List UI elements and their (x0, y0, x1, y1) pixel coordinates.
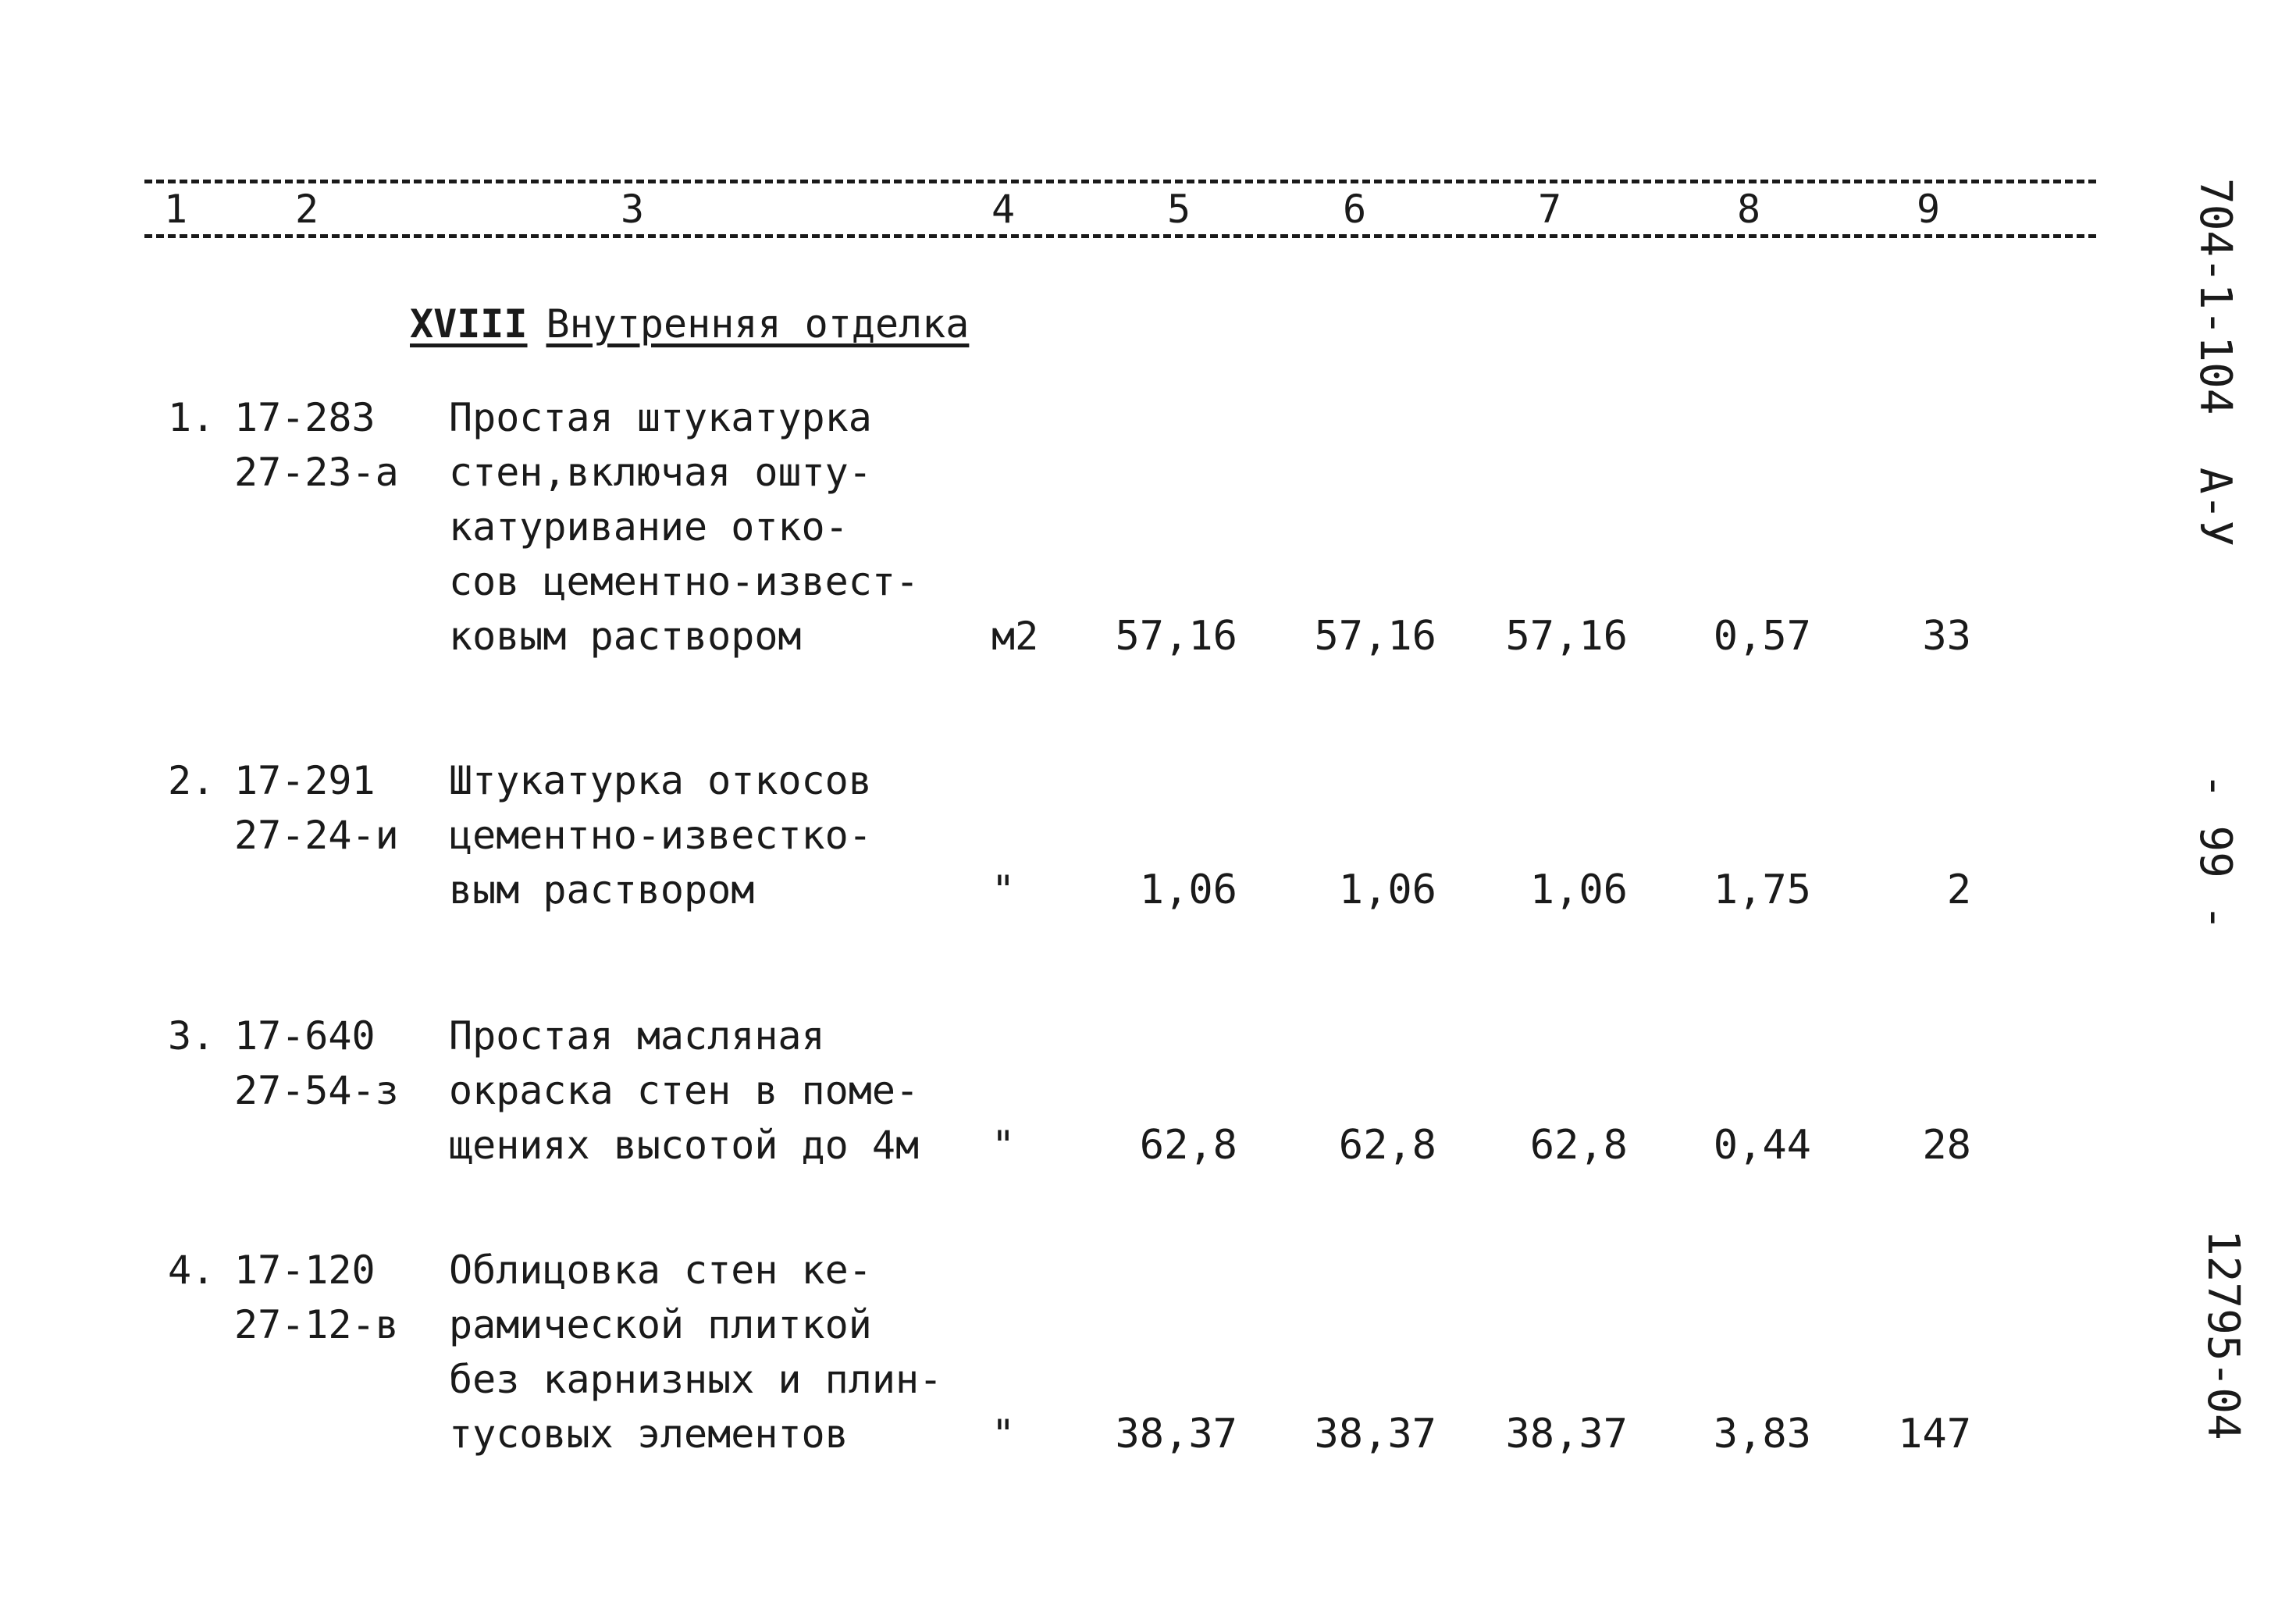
row-number: 2. (168, 758, 215, 803)
header-rule-bottom (144, 234, 2096, 238)
row-number: 3. (168, 1013, 215, 1059)
norm-codes (234, 1243, 399, 1352)
norm-code: 27-24-и (234, 813, 399, 858)
norm-code: 27-54-з (234, 1068, 399, 1113)
value-col7: 38,37 (1505, 1411, 1628, 1457)
description-line: щениях высотой до 4м (449, 1123, 920, 1168)
description-line: без карнизных и плин- (449, 1357, 943, 1402)
description-line: катуривание отко- (449, 504, 849, 550)
section-number: XVIII (410, 301, 528, 347)
margin-doc-code (2190, 178, 2241, 546)
value-col5: 38,37 (1115, 1411, 1237, 1457)
description-line: окраска стен в поме- (449, 1068, 920, 1113)
norm-code: 17-640 (234, 1013, 376, 1059)
column-number: 8 (1737, 187, 1761, 232)
description-line: рамической плиткой (449, 1302, 872, 1347)
description-line: Простая масляная (449, 1013, 825, 1059)
description-line: сов цементно-извест- (449, 559, 920, 604)
column-number: 7 (1538, 187, 1562, 232)
value-col6: 57,16 (1314, 613, 1436, 660)
description-line: ковым раствором (449, 614, 802, 659)
value-col9: 147 (1898, 1411, 1971, 1457)
value-col8: 1,75 (1713, 867, 1811, 913)
row-number: 4. (168, 1248, 215, 1293)
norm-code: 27-23-а (234, 450, 399, 495)
column-number: 2 (295, 187, 319, 232)
column-number: 4 (991, 187, 1016, 232)
column-number: 3 (621, 187, 645, 232)
header-rule-top (144, 180, 2096, 183)
value-col9: 28 (1922, 1122, 1971, 1169)
work-description (449, 1243, 942, 1461)
value-col7: 62,8 (1529, 1122, 1628, 1169)
column-number: 1 (164, 187, 188, 232)
work-description (449, 753, 872, 917)
value-col8: 0,57 (1713, 613, 1811, 660)
column-number: 9 (1917, 187, 1941, 232)
unit: " (991, 1123, 1016, 1168)
description-line: Облицовка стен ке- (449, 1248, 872, 1293)
norm-code: 17-283 (234, 395, 376, 440)
value-col5: 62,8 (1139, 1122, 1237, 1169)
value-col8: 3,83 (1713, 1411, 1811, 1457)
unit: м2 (991, 614, 1039, 659)
margin-page-number: - 99 - (2190, 773, 2241, 931)
description-line: вым раствором (449, 867, 755, 913)
section-title: Внутренняя отделка (546, 301, 970, 347)
norm-codes (234, 390, 399, 500)
description-line: тусовых элементов (449, 1411, 849, 1457)
value-col9: 2 (1946, 867, 1971, 913)
description-line: Штукатурка откосов (449, 758, 872, 803)
margin-inventory-number: 12795-04 (2198, 1230, 2248, 1440)
description-line: стен,включая ошту- (449, 450, 872, 495)
section-heading (410, 297, 969, 351)
description-line: Простая штукатурка (449, 395, 872, 440)
column-number: 6 (1343, 187, 1367, 232)
value-col8: 0,44 (1713, 1122, 1811, 1169)
album-code: А-У (2190, 467, 2241, 547)
description-line: цементно-известко- (449, 813, 872, 858)
norm-code: 27-12-в (234, 1302, 399, 1347)
unit: " (991, 867, 1016, 913)
value-col7: 1,06 (1529, 867, 1628, 913)
doc-code: 704-1-104 (2190, 178, 2241, 415)
value-col7: 57,16 (1505, 613, 1628, 660)
value-col5: 57,16 (1115, 613, 1237, 660)
work-description (449, 1009, 919, 1173)
value-col6: 38,37 (1314, 1411, 1436, 1457)
value-col6: 62,8 (1338, 1122, 1436, 1169)
norm-code: 17-291 (234, 758, 376, 803)
column-number: 5 (1167, 187, 1191, 232)
work-description (449, 390, 919, 664)
norm-code: 17-120 (234, 1248, 376, 1293)
value-col9: 33 (1922, 613, 1971, 660)
norm-codes (234, 753, 399, 863)
value-col5: 1,06 (1139, 867, 1237, 913)
value-col6: 1,06 (1338, 867, 1436, 913)
row-number: 1. (168, 395, 215, 440)
norm-codes (234, 1009, 399, 1118)
unit: " (991, 1411, 1016, 1457)
